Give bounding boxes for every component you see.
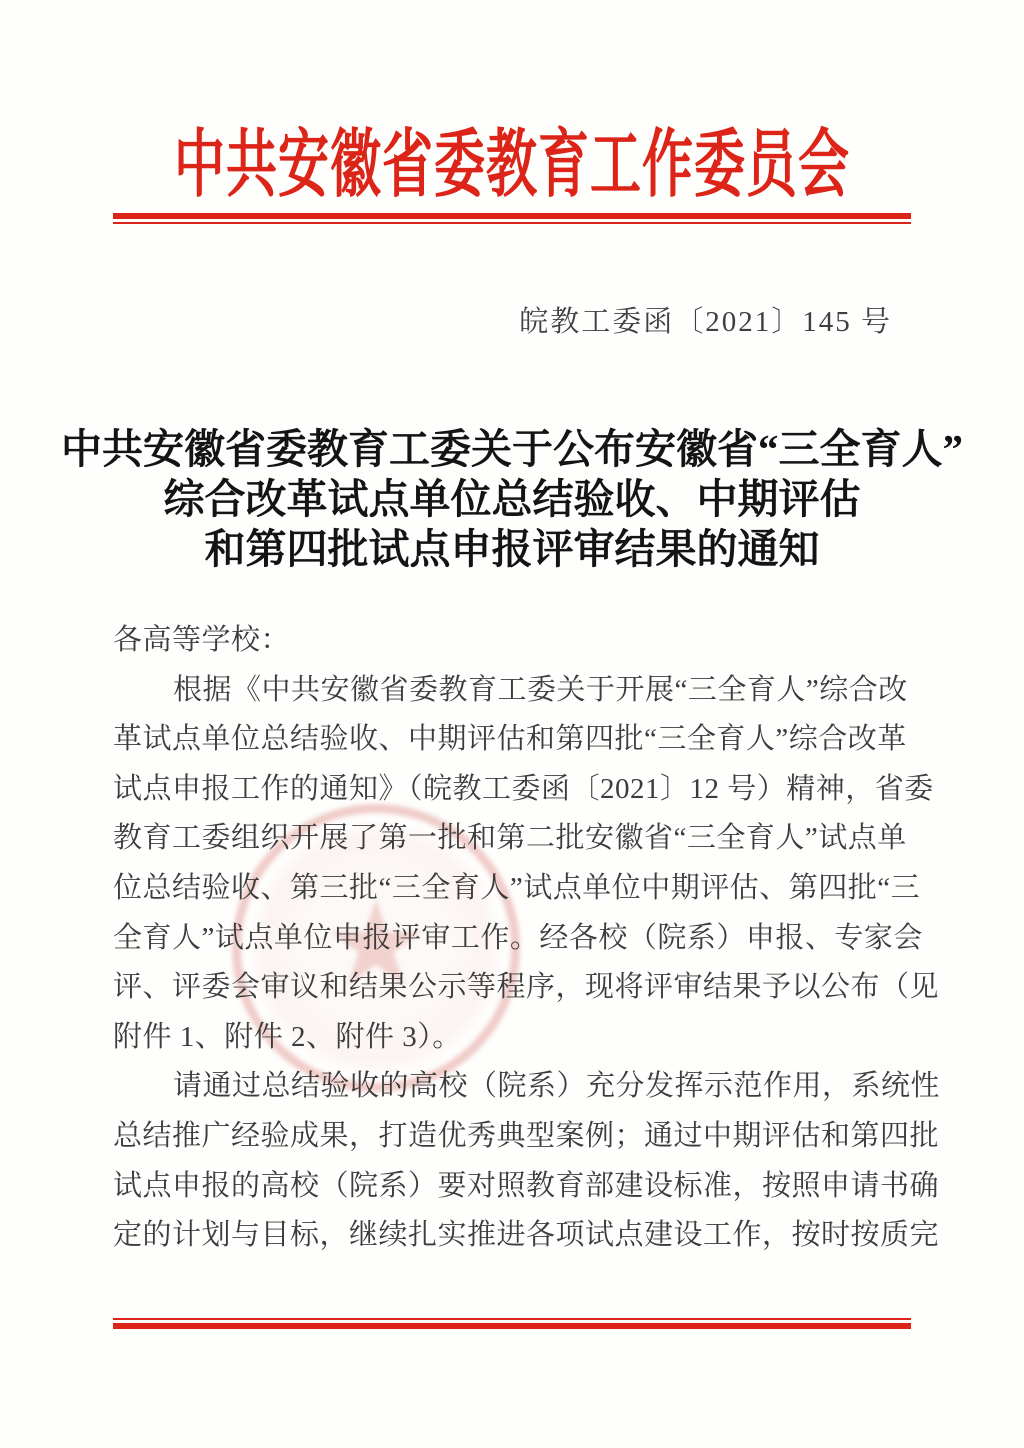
divider-thick-bar <box>113 1323 911 1329</box>
star-icon: ★ <box>323 874 429 1013</box>
divider-thick-bar <box>113 213 911 219</box>
body-line: 附件 1、附件 2、附件 3）。 <box>113 1020 462 1053</box>
body-line: 定的计划与目标，继续扎实推进各项试点建设工作，按时按质完 <box>113 1219 940 1252</box>
document-title-line-2: 综合改革试点单位总结验收、中期评估 <box>163 476 861 522</box>
body-line: 根据《中共安徽省委教育工委关于开展“三全育人”综合改 <box>173 673 908 706</box>
divider-thin-bar <box>113 1318 911 1320</box>
body-line: 请通过总结验收的高校（院系）充分发挥示范作用，系统性 <box>173 1070 941 1103</box>
body-line: 位总结验收、第三批“三全育人”试点单位中期评估、第四批“三 <box>113 871 921 904</box>
salutation-line: 各高等学校： <box>113 624 291 656</box>
body-line: 教育工委组织开展了第一批和第二批安徽省“三全育人”试点单 <box>113 822 907 855</box>
letterhead-divider-line <box>113 213 911 224</box>
document-reference-number: 皖教工委函〔2021〕145 号 <box>519 306 892 338</box>
body-line: 试点申报的高校（院系）要对照教育部建设标准，按照申请书确 <box>113 1169 940 1202</box>
footer-divider-line <box>113 1318 911 1329</box>
body-line: 全育人”试点单位申报评审工作。经各校（院系）申报、专家会 <box>113 921 923 954</box>
document-title <box>0 424 1024 574</box>
document-body <box>113 616 941 1261</box>
body-line: 革试点单位总结验收、中期评估和第四批“三全育人”综合改革 <box>113 723 907 756</box>
document-title-line-1: 中共安徽省委教育工委关于公布安徽省“三全育人” <box>61 426 963 472</box>
body-line: 试点申报工作的通知》（皖教工委函〔2021〕12 号）精神，省委 <box>113 772 934 805</box>
divider-thin-bar <box>113 222 911 224</box>
document-title-line-3: 和第四批试点申报评审结果的通知 <box>204 526 820 572</box>
letterhead-org-name: 中共安徽省委教育工作委员会 <box>173 125 850 207</box>
body-line: 总结推广经验成果，打造优秀典型案例；通过中期评估和第四批 <box>113 1119 940 1152</box>
body-line: 评、评委会审议和结果公示等程序，现将评审结果予以公布（见 <box>113 971 940 1004</box>
